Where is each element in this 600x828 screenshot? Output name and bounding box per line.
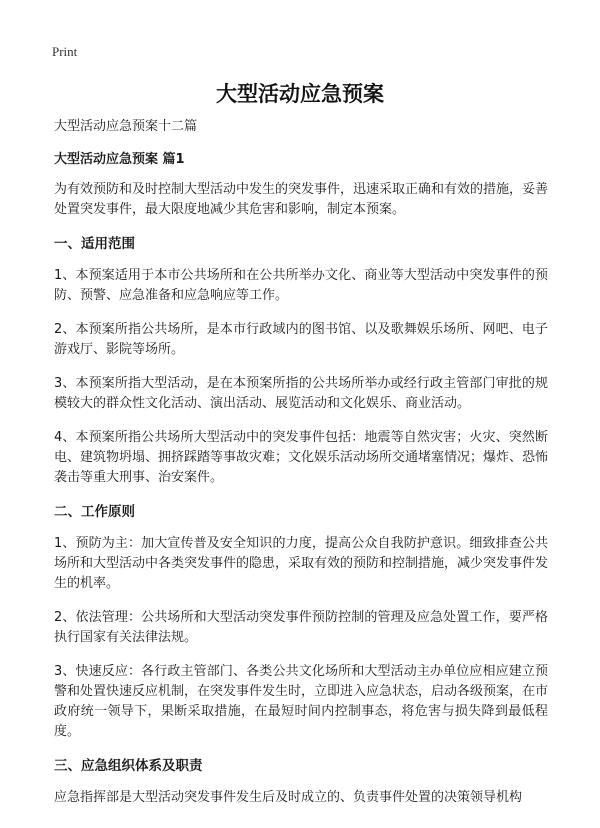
paragraph: 3、快速反应：各行政主管部门、各类公共文化场所和大型活动主办单位应相应建立预警和处置快速反应机制，在突发事件发生时，立即进入应急状态，启动各级预案，在市政府统一领导下，果断采取措施，在最短时间内控制事态，将危害与损失降到最低程度。 [54, 664, 549, 739]
print-label[interactable]: Print [52, 44, 78, 59]
section-heading: 一、适用范围 [54, 236, 135, 252]
paragraph: 2、依法管理：公共场所和大型活动突发事件预防控制的管理及应急处置工作，要严格执行国家有关法律法规。 [54, 610, 548, 645]
section-heading: 三、应急组织体系及职责 [54, 758, 203, 774]
document-title: 大型活动应急预案 [216, 82, 384, 106]
paragraph: 2、本预案所指公共场所，是本市行政域内的图书馆、以及歌舞娱乐场所、网吧、电子游戏厅、影院等场所。 [54, 322, 548, 357]
article-heading: 大型活动应急预案 篇1 [54, 152, 185, 167]
paragraph: 1、预防为主：加大宣传普及安全知识的力度，提高公众自我防护意识。细致排查公共场所和大型活动中各类突发事件的隐患，采取有效的预防和控制措施，减少突发事件发生的机率。 [54, 536, 549, 591]
section-organization [54, 756, 548, 808]
intro-paragraph: 为有效预防和及时控制大型活动中发生的突发事件，迅速采取正确和有效的措施，妥善处置突发事件，最大限度地减少其危害和影响，制定本预案。 [54, 182, 549, 217]
document-body [54, 117, 548, 822]
paragraph: 1、本预案适用于本市公共场所和在公共所举办文化、商业等大型活动中突发事件的预防、预警、应急准备和应急响应等工作。 [54, 268, 548, 303]
section-scope [54, 234, 548, 488]
paragraph: 4、本预案所指公共场所大型活动中的突发事件包括：地震等自然灾害；火灾、突然断电、建筑物坍塌、拥挤踩踏等事故灾难；文化娱乐活动场所交通堵塞情况；爆炸、恐怖袭击等重大刑事、治安案件。 [54, 430, 549, 485]
section-principles [54, 502, 548, 742]
paragraph: 应急指挥部是大型活动突发事件发生后及时成立的、负责事件处置的决策领导机构 [54, 790, 523, 805]
document-subtitle: 大型活动应急预案十二篇 [54, 119, 198, 134]
section-heading: 二、工作原则 [54, 504, 135, 520]
paragraph: 3、本预案所指大型活动，是在本预案所指的公共场所举办或经行政主管部门审批的规模较大的群众性文化活动、演出活动、展览活动和文化娱乐、商业活动。 [54, 376, 548, 411]
